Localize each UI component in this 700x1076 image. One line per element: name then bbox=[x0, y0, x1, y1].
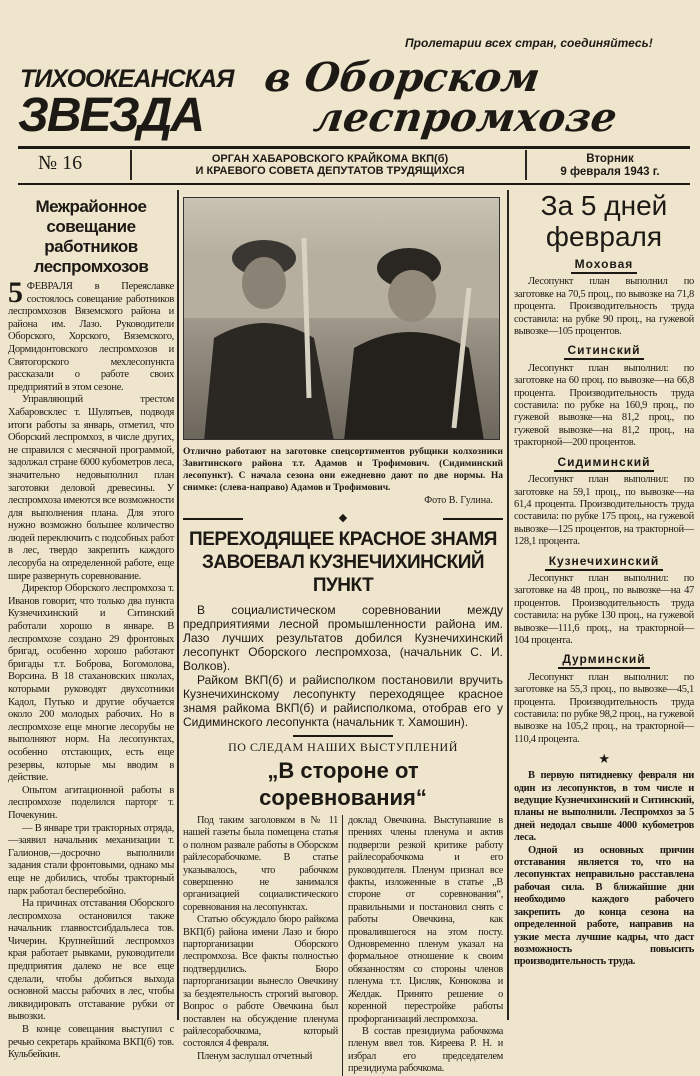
followup-col2 bbox=[343, 815, 503, 1076]
divider bbox=[525, 150, 527, 180]
section-name: Сидиминский bbox=[554, 455, 655, 472]
divider bbox=[443, 518, 503, 520]
banner-headline bbox=[183, 528, 503, 597]
followup-headline: „В стороне от соревнования“ bbox=[259, 758, 427, 810]
left-headline: Межрайонное совещание работников леспромхозов bbox=[33, 197, 149, 276]
photo-caption: Отлично работают на заготовке спецсортиментов рубщики колхозники Завитинского района т.т. Адамов и Трофимович. (Сидиминский лесопункт). С начала сезона они ежедневно дают по две нормы. На снимке: (слева-направо) Адамов и Трофимович. bbox=[183, 447, 503, 493]
header-rule-top bbox=[18, 146, 690, 149]
divider-ornament bbox=[183, 513, 503, 524]
organ-line2: И КРАЕВОГО СОВЕТА ДЕПУТАТОВ ТРУДЯЩИХСЯ bbox=[195, 165, 465, 177]
paragraph: В состав президиума рабочкома пленум ввел тов. Киреева Р. Н. и избрал его председателем президиума рабочкома. bbox=[348, 1025, 503, 1075]
organ-text bbox=[140, 153, 520, 177]
section-name: Моховая bbox=[571, 257, 638, 274]
paragraph: Лесопункт план выполнил: по заготовке на 60 проц. по вывозке—на 66,8 процента. Производительность труда составила: по рубке на 160,9 проц., по гужевой вывозке—на 81,2 проц., по гужевой вывозке—на 81,2 проц., на тракторной—200 процентов. bbox=[514, 362, 694, 449]
paragraph: Лесопункт план выполнил: по заготовке на 48 проц., по вывозке—на 47 процентов. Производительность труда составила: на рубке 130 проц., на гужевой вывозке—111,6 проц., на тракторной—104 процента. bbox=[514, 572, 694, 646]
section-heading bbox=[514, 344, 694, 356]
paragraph: В социалистическом соревновании между предприятиями лесной промышленности района им. Лазо лучших результатов добился Кузнечихинский лесопункт Оборского леспромхоза, (начальник С. И. Волков). bbox=[183, 603, 503, 673]
header-rule-bottom bbox=[18, 183, 690, 185]
photo-credit: Фото В. Гулина. bbox=[424, 495, 493, 506]
paragraph: В конце совещания выступил с речью секретарь крайкома ВКП(б) тов. Кульбейкин. bbox=[8, 1024, 174, 1061]
section-name: Дурминский bbox=[558, 652, 649, 669]
paragraph: Лесопункт план выполнил: по заготовке на 59,1 проц., по вывозке—на 61,4 процента. Производительность труда составила: по рубке 175 проц., на гужевой вывозке—125 процентов, на тракторной—128,1 процента. bbox=[514, 474, 694, 548]
special-line2: леспромхозе bbox=[310, 94, 620, 141]
paragraph: Директор Оборского леспромхоза т. Иванов говорит, что только два пункта Кузнечихинский и Ситинский работали хорошо в январе. В леспромхозе создано 29 фронтовых бригад, особенно хорошо работают бригады т.т. Боброва, Богомолова, Ворсина. В 18 стахановских школах, которыми руководят двухсотники Кадол, Путько и другие обучается около 200 молодых рабочих. Но в леспромхозе еще многие лесорубы не выполняют норм. На лесопунктах, особенно отстающих, есть еще резервы, которые мы вводим в действие. bbox=[8, 583, 174, 784]
column-divider bbox=[177, 190, 179, 1020]
section-heading bbox=[514, 653, 694, 665]
banner-headline-line2: ЗАВОЕВАЛ КУЗНЕЧИХИНСКИЙ ПУНКТ bbox=[201, 552, 485, 596]
paragraph: Одной из основных причин отставания является то, что на лесопунктах неправильно расставлена рабочая сила. В ближайшие дни необходимо каждого рабочего закрепить до конца сезона на определенной работе, направив на узкие места лучшие кадры, что даст возможность повысить производительность труда. bbox=[514, 844, 694, 968]
special-line1: в Оборском bbox=[261, 54, 543, 101]
section-name: Ситинский bbox=[564, 343, 645, 360]
section-heading bbox=[514, 258, 694, 270]
date: 9 февраля 1943 г. bbox=[560, 166, 660, 178]
slogan: Пролетарии всех стран, соединяйтесь! bbox=[405, 36, 653, 50]
drop-cap: 5 bbox=[8, 276, 23, 309]
left-article bbox=[8, 197, 174, 1062]
paragraph: Лесопункт план выполнил по заготовке на 70,5 проц., по вывозке на 71,8 процента. Производительность труда составила: на рубке 90 проц., на гужевой вывозке—105 процентов. bbox=[514, 276, 694, 338]
paragraph: Пленум заслушал отчетный bbox=[197, 1050, 313, 1062]
section-kicker: ПО СЛЕДАМ НАШИХ ВЫСТУПЛЕНИЙ bbox=[228, 740, 458, 754]
organ-line1: ОРГАН ХАБАРОВСКОГО КРАЙКОМА ВКП(б) bbox=[211, 153, 449, 165]
paragraph: На причинах отставания Оборского леспромхоза остановился также начальник главвостсибдальлеса тов. Чичерин. Крупнейший леспромхоз края работает рывками, руководители предприятия далеко не все еще сделали, чтобы добиться выхода основной массы рабочих в лес, чтобы ликвидировать отставание рубки от вывозки. bbox=[8, 898, 174, 1023]
paragraph: Райком ВКП(б) и райисполком постановили вручить Кузнечихинскому лесопункту переходящее красное знамя райкома ВКП(б) и райисполкома, отобрав его у Сидиминского лесопункта (начальник т. Хамошин). bbox=[183, 673, 503, 729]
issue-number: № 16 bbox=[38, 152, 83, 174]
banner-headline-line1: ПЕРЕХОДЯЩЕЕ КРАСНОЕ ЗНАМЯ bbox=[189, 529, 497, 550]
photo-lumberjacks bbox=[183, 197, 500, 440]
paragraph: Под таким заголовком в № 11 нашей газеты была помещена статья о полном развале работы в Оборском райлесорабочкоме. В статье указывалось, что рабочком совершенно не занимался организацией социалистического соревнования на лесопунктах. bbox=[183, 815, 338, 913]
special-edition-title bbox=[256, 54, 625, 141]
middle-column bbox=[183, 197, 503, 1076]
paragraph: Опытом агитационной работы в леспромхозе поделился парторг т. Почекунин. bbox=[8, 784, 174, 821]
section-heading bbox=[514, 555, 694, 567]
column-divider bbox=[507, 190, 509, 1020]
divider bbox=[183, 518, 243, 520]
paragraph: В первую пятидневку февраля ни один из лесопунктов, в том числе и ведущие Кузнечихинский и Ситинский, планы не выполнили. Леспромхоз за 5 дней недодал свыше 4000 кубометров леса. bbox=[514, 770, 694, 844]
right-article bbox=[514, 190, 694, 969]
paragraph: Статью обсуждало бюро райкома ВКП(б) района имени Лазо и бюро парторганизации Оборского леспромхоза. Все факты полностью подтвердились. Бюро парторганизации вынесло Овечкину за бездеятельность строгий выговор. Вопрос о работе Овечкина был поставлен на обсуждение пленума райлесорабочкома, который состоялся 4 февраля. bbox=[183, 914, 338, 1050]
newspaper-title-line2: ЗВЕЗДА bbox=[18, 89, 204, 142]
paragraph: Управляющий трестом Хабаровсклес т. Шулятьев, подводя итоги работы за январь, отметил, что Оборский леспромхоз, в числе других, не справился с месячной программой, задолжал стране 6000 кубометров леса, значительно недовыполнил план заготовки деловой древесины. У леспромхоза имеются все возможности для выполнения плана. Для этого нужно возможно большее количество людей переключить с подсобных работ в лес, твердо закрепить каждого лесоруба на определенной работе, еще шире развернуть соревнование. bbox=[8, 394, 174, 582]
paragraph: доклад Овечкина. Выступавшие в прениях члены пленума и актив подвергли резкой критике работу райлесорабочкома и его руководителя. Пленум признал все факты, изложенные в статье „В стороне от соревнования“, правильными и постановил снять с работы Овечкина, как провалившегося на этом посту. Одновременно пленум указал на формальное отношение к своим обязанностям со стороны членов пленума т.т. Цисляк, Конюкова и Желдак. Принято решение о коренной перестройке работы профорганизаций леспромхоза. bbox=[348, 815, 503, 1025]
newspaper-title-line1: ТИХООКЕАНСКАЯ bbox=[20, 65, 234, 93]
section-name: Кузнечихинский bbox=[545, 554, 664, 571]
section-heading bbox=[514, 456, 694, 468]
paragraph: Лесопункт план выполнил: по заготовке на 55,3 проц., по вывозке—45,1 процента. Производительность труда составила: по рубке 98,2 проц., на гужевой вывозке на 105,2 проц., на тракторной—110,4 процента. bbox=[514, 671, 694, 745]
right-headline: За 5 дней февраля bbox=[540, 190, 668, 252]
paragraph: — В январе три тракторных отряда,—заявил начальник механизации т. Галионов,—досрочно выполнили задания стали фронтовыми, однако мы еще не добились, чтобы тракторный парк работал бесперебойно. bbox=[8, 822, 174, 897]
weekday: Вторник bbox=[586, 153, 634, 165]
divider bbox=[293, 735, 393, 737]
divider bbox=[130, 150, 132, 180]
star-ornament-icon: ★ bbox=[598, 751, 610, 767]
issue-date bbox=[530, 153, 690, 179]
banner-article bbox=[183, 603, 503, 729]
diamond-ornament-icon: ◆ bbox=[338, 512, 348, 524]
followup-col1 bbox=[183, 815, 343, 1076]
paragraph: ФЕВРАЛЯ в Переяславке состоялось совещание работников леспромхозов Вяземского района и района им. Лазо. Руководители Оборского, Хорского, Вяземского, Дормидонтовского леспромхозов и Святогорского мехлесопункта рассказали о работе своих предприятий в этом сезоне. bbox=[8, 281, 174, 393]
